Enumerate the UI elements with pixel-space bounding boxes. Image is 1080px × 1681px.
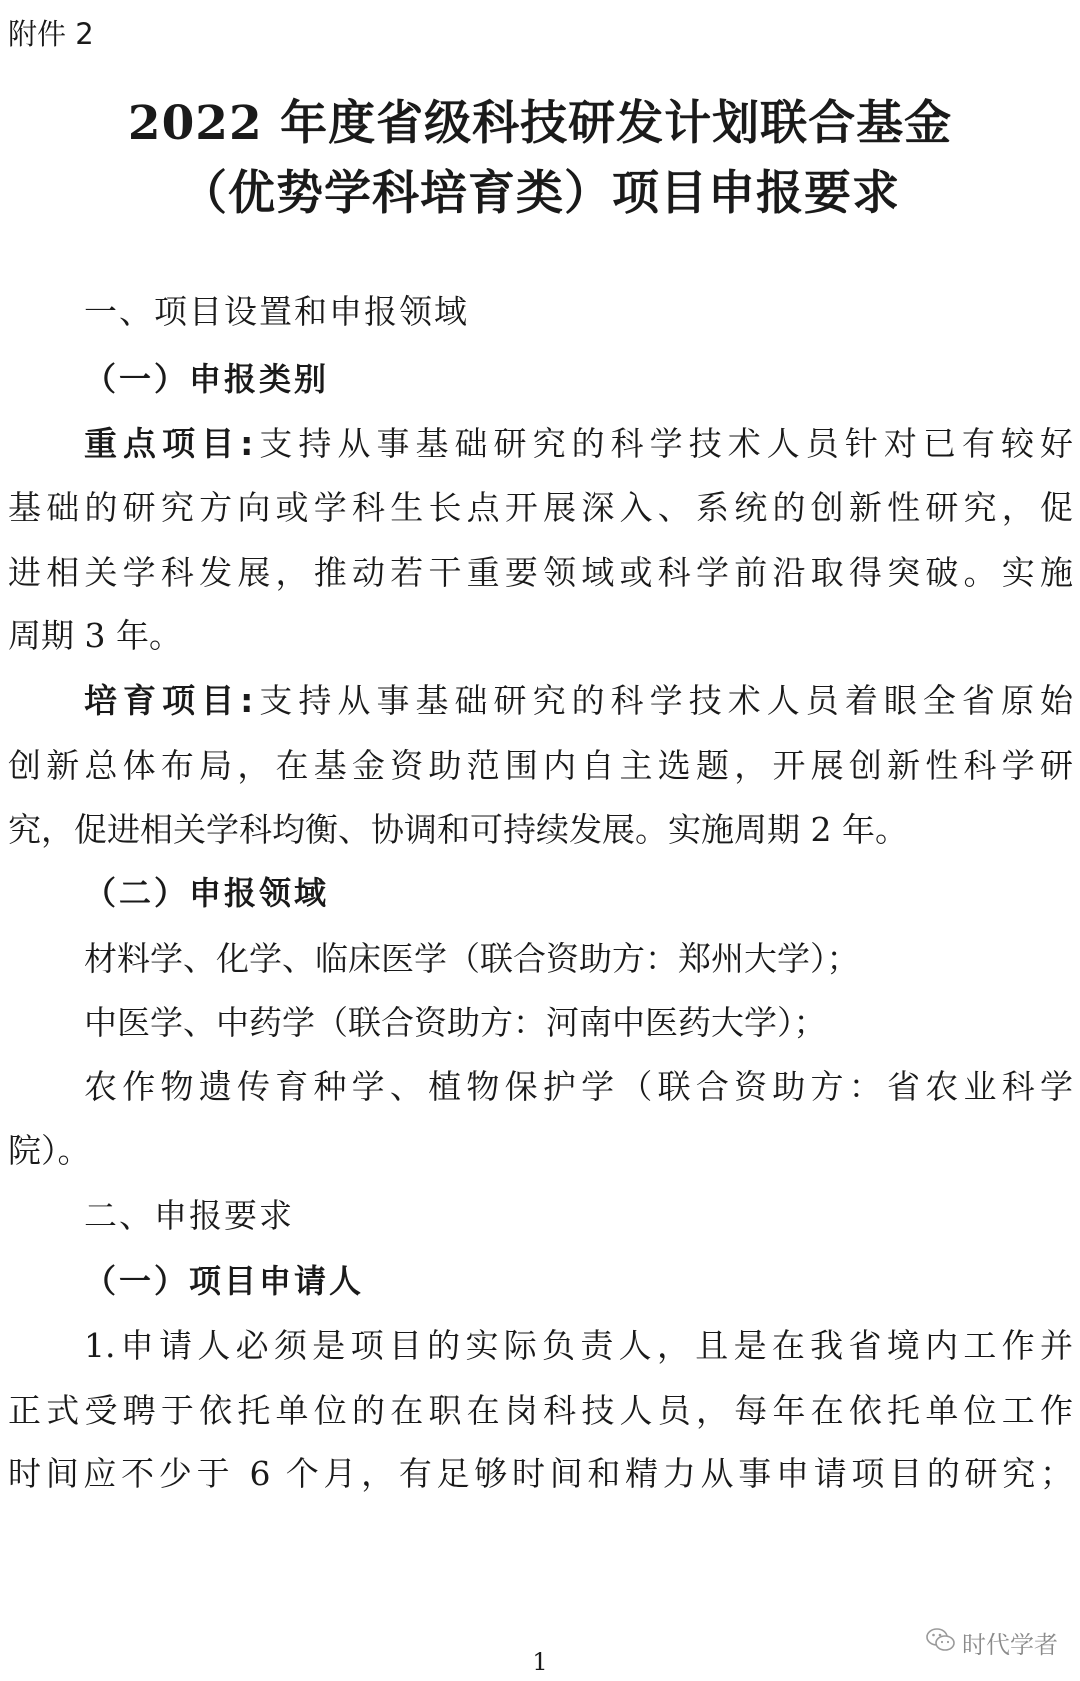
cultivation-project-paragraph-line: 究，促进相关学科均衡、协调和可持续发展。实施周期 2 年。 [8, 810, 908, 849]
section-1-sub-1-heading: （一）申报类别 [84, 360, 330, 398]
key-project-text: 支持从事基础研究的科学技术人员针对已有较好 [253, 424, 1073, 463]
watermark-text: 时代学者 [962, 1631, 1058, 1659]
cultivation-project-label: 培育项目: [84, 681, 254, 720]
page-number: 1 [532, 1648, 548, 1676]
cultivation-project-paragraph-line [84, 675, 1073, 722]
applicant-paragraph-line: 正式受聘于依托单位的在职在岗科技人员，每年在依托单位工作 [8, 1391, 1073, 1430]
document-title-line-1: 2022 年度省级科技研发计划联合基金 [127, 96, 953, 151]
cultivation-project-paragraph-line: 创新总体布局，在基金资助范围内自主选题，开展创新性科学研 [8, 746, 1073, 785]
field-line: 农作物遗传育种学、植物保护学（联合资助方：省农业科学 [84, 1067, 1073, 1106]
applicant-paragraph-line: 时间应不少于 6 个月，有足够时间和精力从事申请项目的研究； [8, 1454, 1073, 1493]
cultivation-project-text: 支持从事基础研究的科学技术人员着眼全省原始 [253, 681, 1073, 720]
key-project-paragraph-line: 周期 3 年。 [8, 616, 182, 655]
field-line: 中医学、中药学（联合资助方：河南中医药大学）； [84, 1003, 827, 1042]
field-line: 材料学、化学、临床医学（联合资助方：郑州大学）； [84, 939, 860, 978]
section-1-heading: 一、项目设置和申报领域 [84, 292, 469, 331]
applicant-paragraph-line: 1.申请人必须是项目的实际负责人，且是在我省境内工作并 [84, 1326, 1073, 1365]
key-project-paragraph-line: 进相关学科发展，推动若干重要领域或科学前沿取得突破。实施 [8, 553, 1073, 592]
section-2-heading: 二、申报要求 [84, 1196, 294, 1235]
section-2-sub-1-heading: （一）项目申请人 [84, 1262, 365, 1300]
key-project-label: 重点项目: [84, 424, 254, 463]
document-title-line-2: （优势学科培育类）项目申报要求 [180, 166, 900, 221]
attachment-label: 附件 2 [8, 17, 94, 51]
field-line: 院）。 [8, 1131, 91, 1170]
key-project-paragraph-line: 基础的研究方向或学科生长点开展深入、系统的创新性研究，促 [8, 488, 1073, 527]
key-project-paragraph-line [84, 418, 1073, 465]
section-1-sub-2-heading: （二）申报领域 [84, 874, 330, 912]
